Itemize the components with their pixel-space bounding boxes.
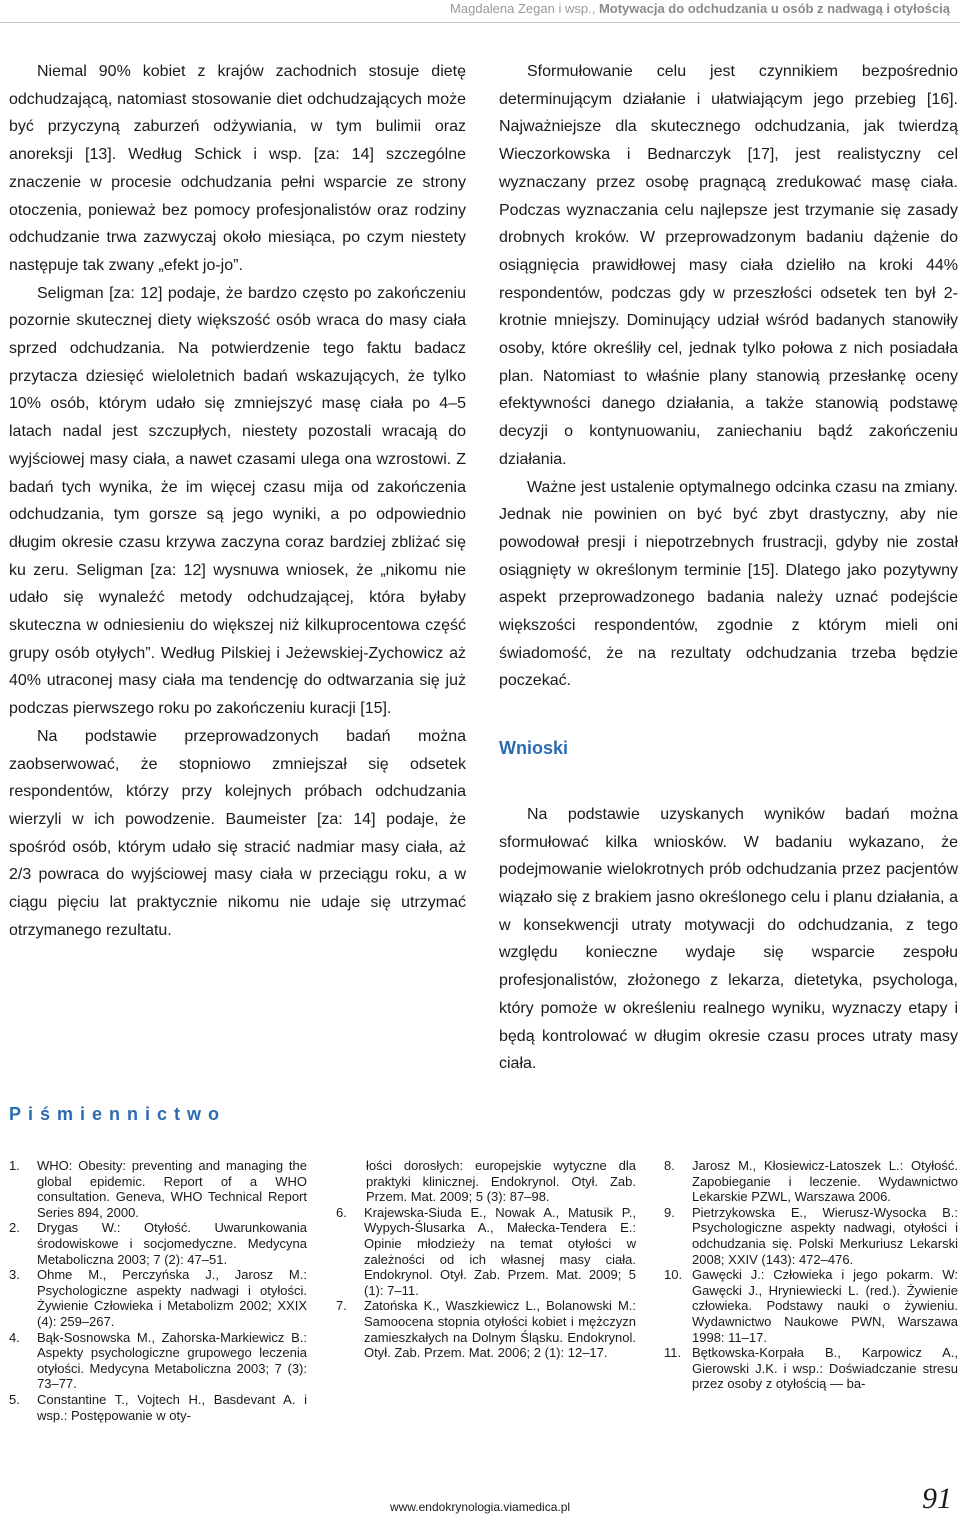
references-column-1 (9, 1158, 307, 1423)
reference-item (336, 1205, 636, 1299)
reference-continuation: łości dorosłych: europejskie wytyczne dla praktyki klinicznej. Endokrynol. Otył. Zab. Przem. Mat. 2009; 5 (3): 87–98. (366, 1158, 636, 1205)
reference-item (664, 1158, 958, 1205)
reference-text: Bętkowska-Korpała B., Karpowicz A., Gierowski J.K. i wsp.: Doświadczanie stresu przez osoby z otyłością — ba- (692, 1345, 958, 1392)
left-text-column (9, 58, 466, 945)
reference-number: 8. (664, 1158, 675, 1173)
reference-text: Krajewska-Siuda E., Nowak A., Matusik P., Wypych-Ślusarka A., Małecka-Tendera E.: Opinie młodzieży na temat otyłości w zależności od ich własnej masy ciała. Endokrynol. Otył. Zab. Przem. Mat. 2009; 5 (1): 7–11. (364, 1204, 636, 1298)
reference-text: Zatońska K., Waszkiewicz L., Bolanowski M.: Samoocena stopnia otyłości kobiet i mężczyzn zamieszkałych na Dolnym Śląsku. Endokrynol. Otył. Zab. Przem. Mat. 2006; 2 (1): 12–17. (364, 1298, 636, 1361)
reference-text: Gawęcki J.: Człowieka i jego pokarm. W: Gawęcki J., Hryniewiecki L. (red.). Żywienie człowieka. Podstawy nauki o żywieniu. Wydawnictwo Naukowe PWN, Warszawa 1998: 11–17. (692, 1267, 958, 1345)
reference-item (9, 1267, 307, 1329)
reference-number: 5. (9, 1391, 20, 1407)
reference-item (664, 1205, 958, 1267)
reference-item (664, 1345, 958, 1392)
reference-number: 3. (9, 1267, 20, 1283)
body-paragraph: Niemal 90% kobiet z krajów zachodnich stosuje dietę odchudzającą, natomiast stosowanie diet odchudzających może być przyczyną zaburzeń odżywiania, w tym bulimii oraz anoreksji [13]. Według Schick i wsp. [za: 14] szczególne znaczenie w procesie odchudzania pełni wsparcie ze strony otoczenia, ponieważ bez pomocy profesjonalistów oraz rodziny odchudzanie trwa zazwyczaj około miesiąca, po czym niestety następuje tak zwany „efekt jo-jo”. (9, 63, 466, 274)
page-number: 91 (922, 1482, 952, 1515)
header-divider (0, 22, 960, 23)
reference-text: Drygas W.: Otyłość. Uwarunkowania środowiskowe i socjomedyczne. Medycyna Metaboliczna 2003; 7 (2): 47–51. (37, 1220, 307, 1267)
reference-text: Bąk-Sosnowska M., Zahorska-Markiewicz B.: Aspekty psychologiczne grupowego leczenia otyłości. Medycyna Metaboliczna 2003; 7 (3): 73–77. (37, 1329, 307, 1392)
references-column-3 (664, 1158, 958, 1392)
references-column-2 (336, 1158, 636, 1361)
reference-item (664, 1267, 958, 1345)
reference-number: 9. (664, 1204, 675, 1220)
body-paragraph: Seligman [za: 12] podaje, że bardzo często po zakończeniu pozornie skutecznej diety większość osób wraca do masy ciała sprzed odchudzania. Na potwierdzenie tego faktu badacz przytacza dziesięć wieloletnich badań wskazujących, że tylko 10% osób, którym udało się zmniejszyć masę ciała po 4–5 latach nadal jest szczupłych, niestety pozostali wracają do wyjściowej masy ciała, a nawet czasami ulega ona wzrostowi. Z badań tych wynika, że im więcej czasu mija od zakończenia odchudzania, tym gorsze są jego wyniki, a po odpowiednio długim okresie czasu krzywa zaczyna coraz bardziej zbliżać się ku zeru. Seligman [za: 12] wysnuwa wniosek, że „nikomu nie udało się wynaleźć metody odchudzającej, która byłaby skuteczna w odniesieniu do większej niż kilkuprocentowa część grupy osób otyłych”. Według Pilskiej i Jeżewskiej-Zychowicz aż 40% utraconej masy ciała ma tendencję do odtwarzania się już podczas pierwszego roku po zakończeniu kuracji [15]. (9, 284, 466, 718)
body-paragraph: Sformułowanie celu jest czynnikiem bezpośrednio determinującym działanie i ułatwiającym jego przebieg [16]. Najważniejsze dla skutecznego odchudzania, jak twierdzą Wieczorkowska i Bednarczyk [17], jest realistyczny cel wyznaczany przez osobę pragnącą zredukować masę ciała. Podczas wyznaczania celu najlepsze jest trzymanie się zasady drobnych kroków. W przeprowadzonym badaniu dążenie do osiągnięcia prawidłowej masy ciała dzieliło na kroki 44% respondentów, podczas gdy w przeszłości odsetek ten był 2-krotnie mniejszy. Dominujący udział wśród badanych stanowiły osoby, które określiły cel, jednak tylko połowa z nich posiadała plan. Natomiast to właśnie plany stanowią przesłankę oceny efektywności danego działania, a także stanowią podstawę decyzji o kontynuowaniu, zaniechaniu bądź zakończeniu działania. (499, 63, 958, 468)
reference-item (9, 1330, 307, 1392)
footer-website-url: www.endokrynologia.viamedica.pl (389, 1500, 571, 1514)
header-separator: , (591, 1, 599, 16)
reference-item (9, 1392, 307, 1423)
body-paragraph: Na podstawie przeprowadzonych badań można zaobserwować, że stopniowo zmniejszał się odsetek respondentów, którzy przy kolejnych próbach odchudzania wierzyli w ich powodzenie. Baumeister [za: 14] podaje, że spośród osób, którym udało się stracić nadmiar masy ciała, aż 2/3 powraca do wyjściowej masy ciała w przeciągu roku, a w ciągu pięciu lat praktycznie nikomu nie udaje się utrzymać otrzymanego rezultatu. (9, 727, 466, 939)
reference-text: Ohme M., Perczyńska J., Jarosz M.: Psychologiczne aspekty nadwagi i otyłości. Żywienie Człowieka i Metabolizm 2002; XXIX (4): 259–267. (37, 1267, 307, 1329)
reference-number: 7. (336, 1298, 347, 1314)
right-text-column (499, 58, 958, 1078)
bibliography-heading: Piśmiennictwo (9, 1104, 227, 1124)
header-authors: Magdalena Zegan i wsp. (450, 1, 592, 16)
reference-number: 6. (336, 1204, 347, 1220)
reference-number: 10. (664, 1267, 683, 1283)
reference-text: Pietrzykowska E., Wierusz-Wysocka B.: Psychologiczne aspekty nadwagi, otyłości i odchudzania się. Polski Merkuriusz Lekarski 2008; XXIV (143): 472–476. (692, 1204, 958, 1267)
reference-text: Jarosz M., Kłosiewicz-Latoszek L.: Otyłość. Zapobieganie i leczenie. Wydawnictwo Lekarskie PZWL, Warszawa 2006. (692, 1158, 958, 1205)
body-paragraph: Ważne jest ustalenie optymalnego odcinka czasu na zmiany. Jednak nie powinien on być być zbyt drastyczny, aby nie powodował presji i niepotrzebnych frustracji, gdyby nie został osiągnięty w określonym terminie [15]. Dlatego jako pozytywny aspekt przeprowadzonego badania należy uznać podejście większości respondentów, zgodnie z którym mieli oni świadomość, że na rezultaty odchudzania trzeba będzie poczekać. (499, 478, 958, 690)
conclusions-paragraph: Na podstawie uzyskanych wyników badań można sformułować kilka wniosków. W badaniu wykazano, że podejmowanie wielokrotnych prób odchudzania przez pacjentów wiązało się z brakiem jasno określonego celu i planu działania, a w konsekwencji utraty motywacji do odchudzania, z tego względu konieczne wydaje się wsparcie zespołu profesjonalistów, złożonego z lekarza, dietetyka, psychologa, który pomoże w określeniu realnego wyniku, wyznaczy etapy i będą kontrolować w długim okresie czasu proces utraty masy ciała. (499, 805, 958, 1073)
reference-number: 1. (9, 1158, 20, 1173)
reference-text: Constantine T., Vojtech H., Basdevant A. i wsp.: Postępowanie w oty- (37, 1391, 307, 1423)
reference-item (9, 1220, 307, 1267)
reference-number: 4. (9, 1329, 20, 1345)
reference-number: 2. (9, 1220, 20, 1236)
conclusions-heading: Wnioski (499, 738, 569, 759)
reference-item (9, 1158, 307, 1220)
running-header (0, 0, 950, 18)
reference-item (336, 1298, 636, 1360)
header-article-title: Motywacja do odchudzania u osób z nadwagą i otyłością (598, 1, 950, 16)
reference-text: WHO: Obesity: preventing and managing the global epidemic. Report of a WHO consultation. Geneva, WHO Technical Report Series 894, 2000. (37, 1158, 307, 1220)
reference-number: 11. (664, 1345, 682, 1361)
